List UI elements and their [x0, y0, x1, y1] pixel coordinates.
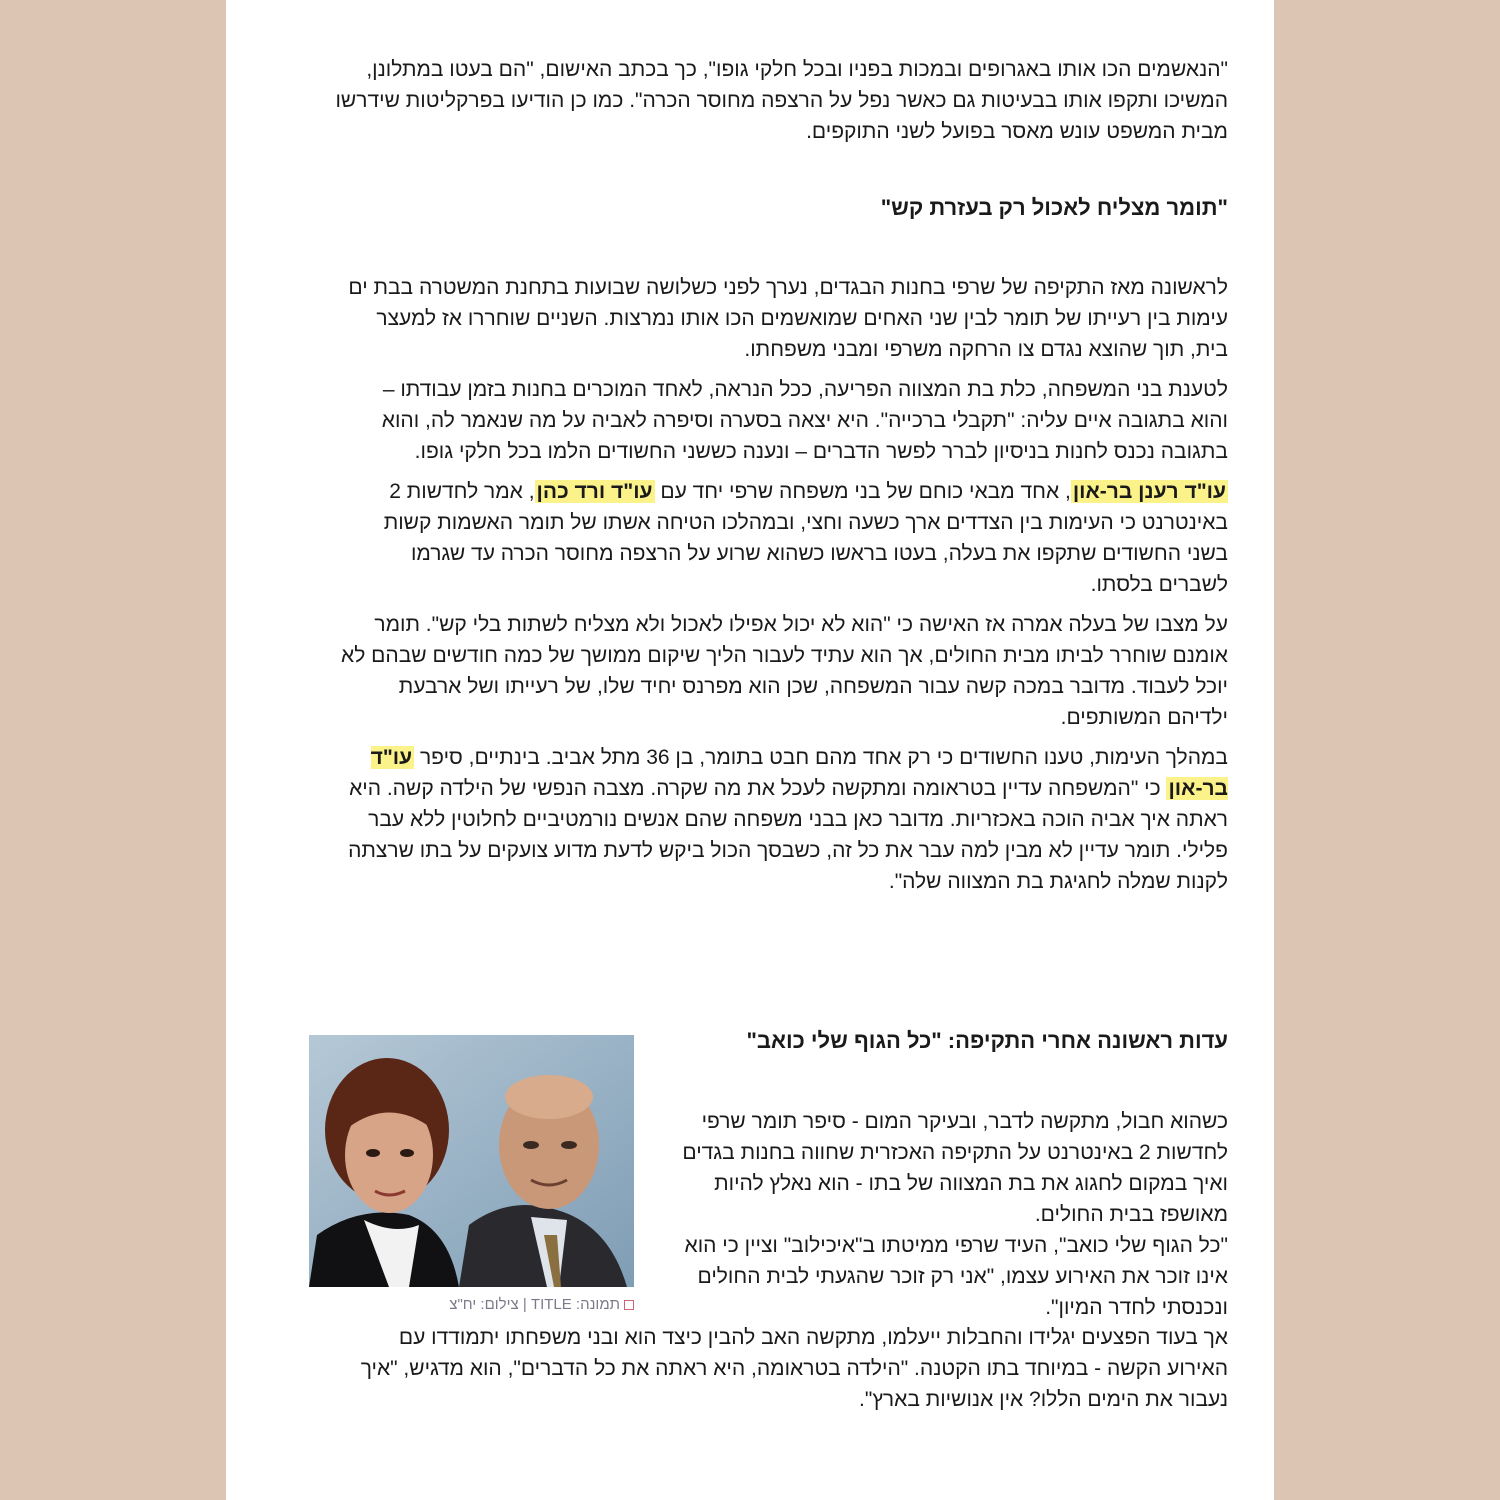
paragraph-lawyers-rest: , אמר לחדשות 2 באינטרנט כי העימות בין הצדדים ארך כשעה וחצי, ובמהלכו הטיחה אשתו של תומר האשמות קשות בשני החשודים שתקפו את בעלה, בעטו בראשו כשהוא שרוע על הרצפה מחוסר הכרה עד שגרמו לשברים בלסתו. — [383, 480, 1228, 596]
highlight-lawyer-bar-on: עו"ד רענן בר-און — [1072, 480, 1226, 503]
photo-caption — [309, 1296, 634, 1313]
lawyers-photo — [309, 1035, 634, 1287]
document-page — [226, 0, 1274, 1500]
photo-caption-text: תמונה: TITLE | צילום: יח"צ — [449, 1296, 620, 1313]
paragraph-lawyers-mid: , אחד מבאי כוחם של בני משפחה שרפי יחד עם — [654, 480, 1071, 503]
testimony-body — [666, 1106, 1228, 1323]
paragraph-family-claim: לטענת בני המשפחה, כלת בת המצווה הפריעה, ככל הנראה, לאחד המוכרים בחנות בזמן עבודתו – והוא בתגובה איים עליה: "תקבלי ברכייה". היא יצאה בסערה וסיפרה לאביה על מה שנאמר לה, והוא בתגובה נכנס לחנות בניסיון לברר לפשר הדברים – ונענה כששני החשודים הלמו בכל חלקי גופו. — [381, 378, 1228, 463]
article-body — [341, 272, 1228, 906]
paragraph-trauma — [341, 742, 1228, 897]
paragraph-trauma-before: במהלך העימות, טענו החשודים כי רק אחד מהם חבט בתומר, בן 36 מתל אביב. בינתיים, סיפר — [414, 746, 1228, 769]
section-heading-testimony: עדות ראשונה אחרי התקיפה: "כל הגוף שלי כואב" — [746, 1028, 1228, 1053]
closing-paragraph: אך בעוד הפצעים יגלידו והחבלות ייעלמו, מתקשה האב להבין כיצד הוא ובני משפחתו יתמודדו עם האירוע הקשה - במיוחד בתו הקטנה. "הילדה בטראומה, היא ראתה את כל הדברים", הוא מדגיש, "איך נעבור את הימים הללו? אין אנושיות בארץ". — [360, 1326, 1228, 1411]
intro-paragraph: "הנאשמים הכו אותו באגרופים ובמכות בפניו ובכל חלקי גופו", כך בכתב האישום, "הם בעטו במתלונן, המשיכו ותקפו אותו בבעיטות גם כאשר נפל על הרצפה מחוסר הכרה". כמו כן הודיעו בפרקליטות שידרשו מבית המשפט עונש מאסר בפועל לשני התוקפים. — [335, 58, 1228, 143]
paragraph-lawyers — [341, 476, 1228, 600]
paragraph-trauma-after: כי "המשפחה עדיין בטראומה ומתקשה לעכל את מה שקרה. מצבה הנפשי של הילדה קשה. היא ראתה איך אביה הוכה באכזריות. מדובר כאן בבני משפחה שהם אנשים נורמטיביים לחלוטין ללא עבר פלילי. תומר עדיין לא מבין למה עבר את כל זה, כשבסך הכול ביקש לדעת מדוע צועקים על בתו שרצתה לקנות שמלה לחגיגת בת המצווה שלה". — [348, 777, 1228, 893]
paragraph-condition: על מצבו של בעלה אמרה אז האישה כי "הוא לא יכול אפילו לאכול ולא מצליח לשתות בלי קש". תומר אומנם שוחרר לביתו מבית החולים, אך הוא עתיד לעבור הליך שיקום ממושך של כמה חודשים שבהם לא יוכל לעבוד. מדובר במכה קשה עבור המשפחה, שכן הוא מפרנס יחיד שלו, של רעייתו ושל ארבעת ילדיהם המשותפים. — [341, 613, 1228, 729]
image-icon — [624, 1300, 634, 1310]
paragraph-confrontation: לראשונה מאז התקיפה של שרפי בחנות הבגדים, נערך לפני כשלושה שבועות בתחנת המשטרה בבת ים עימות בין רעייתו של תומר לבין שני האחים שמואשמים הכו אותו נמרצות. השניים שוחררו אז למעצר בית, תוך שהוצא נגדם צו הרחקה משרפי ומבני משפחתו. — [348, 276, 1228, 361]
section-heading-straw: "תומר מצליח לאכול רק בעזרת קש" — [880, 195, 1228, 220]
paragraph-quote: "כל הגוף שלי כואב", העיד שרפי ממיטתו ב"איכילוב" וציין כי הוא אינו זוכר את האירוע עצמו, "אני רק זוכר שהגעתי לבית החולים ונכנסתי לחדר המיון". — [684, 1234, 1228, 1319]
highlight-lawyer-cohen: עו"ד ורד כהן — [536, 480, 653, 503]
paragraph-hospital: כשהוא חבול, מתקשה לדבר, ובעיקר המום - סיפר תומר שרפי לחדשות 2 באינטרנט על התקיפה האכזרית שחווה בחנות בגדים ואיך במקום לחגוג את בת המצווה של בתו - הוא נאלץ להיות מאושפז בבית החולים. — [682, 1110, 1228, 1226]
highlight-lawyer-bar-on-2: עו"ד בר-און — [370, 746, 1228, 800]
